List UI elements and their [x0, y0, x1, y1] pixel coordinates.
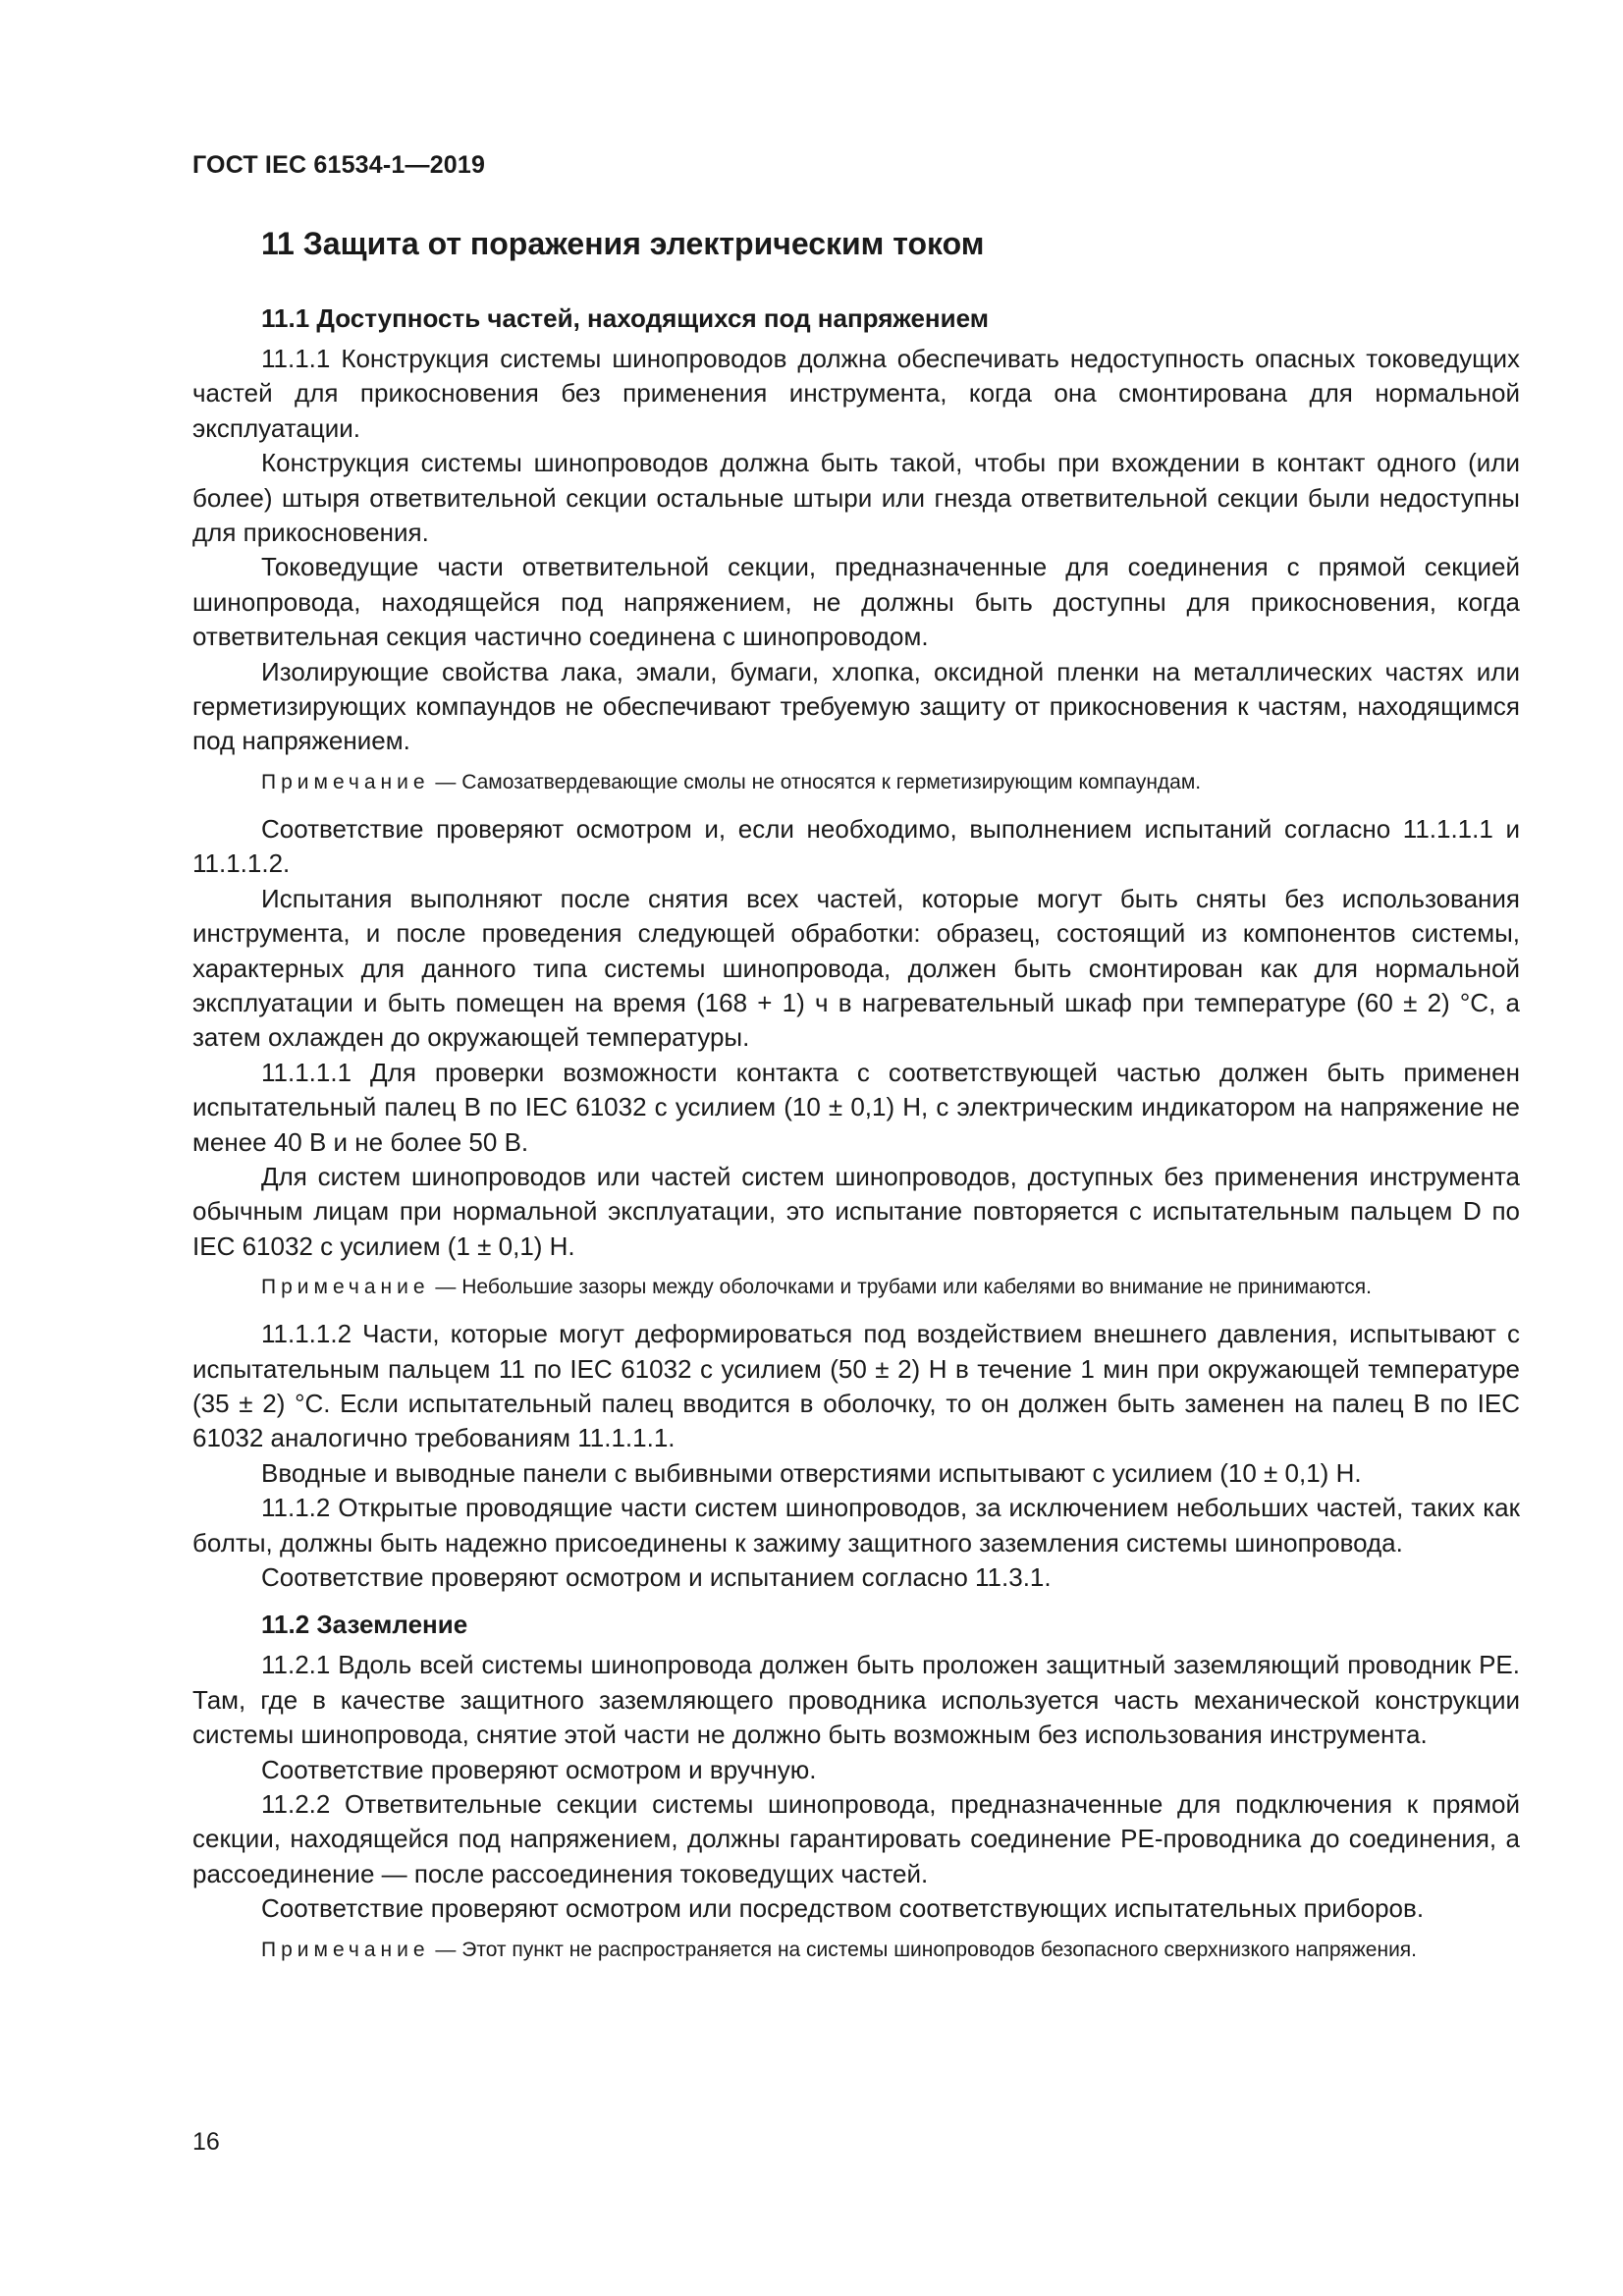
note-label: Примечание [261, 770, 430, 793]
paragraph: 11.2.1 Вдоль всей системы шинопровода должен быть проложен защитный заземляющий проводник PE. Там, где в качестве защитного заземляющего проводника используется часть механической конструкции системы шинопровода, снятие этой части не должно быть возможным без использования инструмента. [192, 1650, 1520, 1750]
paragraph: Токоведущие части ответвительной секции, предназначенные для соединения с прямой секцией шинопровода, находящейся под напряжением, не должны быть доступны для прикосновения, когда ответвительная секция частично соединена с шинопроводом. [192, 552, 1520, 652]
note-text: — Самозатвердевающие смолы не относятся к герметизирующим компаундам. [429, 770, 1202, 793]
note [192, 1935, 1520, 1966]
subsection-body [192, 342, 1520, 1595]
paragraph: 11.1.1.1 Для проверки возможности контакта с соответствующей частью должен быть применен испытательный палец В по IEC 61032 с усилием (10 ± 0,1) Н, с электрическим индикатором на напряжение не менее 40 В и не более 50 В. [192, 1057, 1520, 1157]
page-content [192, 214, 1520, 1980]
section-title: 11 Защита от поражения электрическим током [261, 226, 985, 261]
paragraph: Соответствие проверяют осмотром или посредством соответствующих испытательных приборов. [261, 1893, 1425, 1924]
note [192, 767, 1520, 798]
paragraph: 11.1.2 Открытые проводящие части систем шинопроводов, за исключением небольших частей, таких как болты, должны быть надежно присоединены к зажиму защитного заземления системы шинопровода. [192, 1493, 1520, 1558]
paragraph: 11.2.2 Ответвительные секции системы шинопровода, предназначенные для подключения к прямой секции, находящейся под напряжением, должны гарантировать соединение PE-проводника до соединения, а рассоединение — после рассоединения токоведущих частей. [192, 1789, 1520, 1888]
note [192, 1272, 1520, 1303]
paragraph: 11.1.1.2 Части, которые могут деформироваться под воздействием внешнего давления, испытывают с испытательным пальцем 11 по IEC 61032 с усилием (50 ± 2) Н в течение 1 мин при окружающей температуре (35 ± 2) °С. Если испытательный палец вводится в оболочку, то он должен быть заменен на палец В по IEC 61032 аналогично требованиям 11.1.1.1. [192, 1319, 1520, 1453]
subsection-title: 11.2 Заземление [261, 1610, 468, 1640]
subsection-body [192, 1648, 1520, 1965]
paragraph: Изолирующие свойства лака, эмали, бумаги, хлопка, оксидной пленки на металлических частях или герметизирующих компаундов не обеспечивают требуемую защиту от прикосновения к частям, находящимся под напряжением. [192, 656, 1520, 756]
note-label: Примечание [261, 1276, 430, 1299]
note-label: Примечание [261, 1938, 430, 1961]
note-text: — Небольшие зазоры между оболочками и трубами или кабелями во внимание не принимаются. [429, 1276, 1372, 1299]
paragraph: Конструкция системы шинопроводов должна быть такой, чтобы при вхождении в контакт одного (или более) штыря ответвительной секции остальные штыри или гнезда ответвительной секции были недоступны для прикосновения. [192, 448, 1520, 548]
paragraph: 11.1.1 Конструкция системы шинопроводов должна обеспечивать недоступность опасных токоведущих частей для прикосновения без применения инструмента, когда она смонтирована для нормальной эксплуатации. [192, 344, 1520, 443]
subsection-title: 11.1 Доступность частей, находящихся под напряжением [261, 303, 989, 333]
paragraph: Испытания выполняют после снятия всех частей, которые могут быть сняты без использования инструмента, и после проведения следующей обработки: образец, состоящий из компонентов системы, характерных для данного типа системы шинопровода, должен быть смонтирован как для нормальной эксплуатации и быть помещен на время (168 + 1) ч в нагревательный шкаф при температуре (60 ± 2) °С, а затем охлажден до окружающей температуры. [192, 883, 1520, 1053]
note-text: — Этот пункт не распространяется на системы шинопроводов безопасного сверхнизкого напряжения. [429, 1938, 1418, 1961]
document-header: ГОСТ IEC 61534-1—2019 [192, 151, 486, 179]
paragraph: Для систем шинопроводов или частей систем шинопроводов, доступных без применения инструмента обычным лицам при нормальной эксплуатации, это испытание повторяется с испытательным пальцем D по IEC 61032 с усилием (1 ± 0,1) Н. [192, 1161, 1520, 1261]
paragraph: Вводные и выводные панели с выбивными отверстиями испытывают с усилием (10 ± 0,1) Н. [261, 1457, 1362, 1488]
paragraph: Соответствие проверяют осмотром и испытанием согласно 11.3.1. [261, 1562, 1052, 1592]
page-number: 16 [192, 2128, 220, 2156]
paragraph: Соответствие проверяют осмотром и вручную. [261, 1754, 817, 1784]
paragraph: Соответствие проверяют осмотром и, если необходимо, выполнением испытаний согласно 11.1.1.1 и 11.1.1.2. [192, 813, 1520, 879]
